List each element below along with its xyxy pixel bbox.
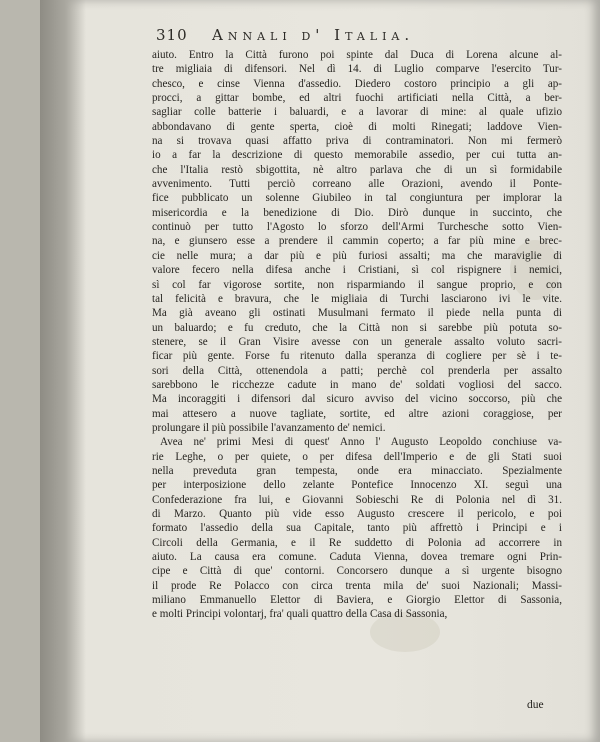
text-line: di Marzo. Quanto più vide esso Augusto crescere il pericolo, e poi (152, 508, 562, 520)
text-line: Confederazione fra lui, e Giovanni Sobieschi Re di Polonia nel dì 31. (152, 493, 562, 506)
text-line: misericordia e la benedizione di Dio. Dirò dunque in succinto, che (152, 206, 562, 219)
paragraph (152, 48, 562, 435)
body-text (152, 48, 562, 622)
running-title: Annali d' Italia. (212, 26, 415, 44)
text-line: aiuto. Entro la Città furono poi spinte dal Duca di Lorena alcune al- (152, 49, 562, 61)
text-line: continuò per tutto l'Agosto lo sforzo dell'Armi Turchesche sotto Vien- (152, 221, 562, 234)
page-number: 310 (156, 26, 188, 44)
text-line: ficar più gente. Forse fu ritenuto dalla speranza di cogliere per sè i te- (152, 350, 562, 363)
text-line: un baluardo; e fu creduto, che la Città non si sarebbe più potuta so- (152, 321, 562, 334)
text-line: tre migliaia di difensori. Nel dì 14. di Luglio comparve l'esercito Tur- (152, 63, 562, 76)
text-line: procci, a gittar bombe, ed altri fuochi artificiati nella Città, a ber- (152, 92, 562, 105)
text-line: che l'Italia restò sbigottita, nè altro parlava che di un sì formidabile (152, 163, 562, 176)
text-line: aiuto. La causa era comune. Caduta Vienna, dovea tremare ogni Prin- (152, 551, 562, 564)
text-line: avvenimento. Tutti perciò correano alle Orazioni, avendo il Ponte- (152, 178, 562, 191)
text-line: abbondavano di gente sperta, cioè di molti Rinegati; laddove Vien- (152, 120, 562, 133)
catchword: due (527, 699, 544, 711)
page-header (156, 26, 476, 48)
text-line: nella preveduta gran tempesta, onde era minacciato. Spezialmente (152, 464, 562, 477)
text-line: cie nelle mura; a dar più e più furiosi assalti; ma che maraviglie di (152, 249, 562, 262)
text-line: valore fecero nella difesa anche i Cristiani, sì col rispignere i nemici, (152, 264, 562, 277)
text-line: rie Leghe, o per quiete, o per difesa dell'Imperio e de gli Stati suoi (152, 450, 562, 463)
text-line: sarebbono le ricchezze cadute in mano de' soldati vogliosi del sacco. (152, 378, 562, 391)
text-line: chesco, e cinse Vienna d'assedio. Diedero costoro principio a gli ap- (152, 77, 562, 90)
text-line: sì col far vigorose sortite, non risparmiando il sangue proprio, e con (152, 278, 562, 291)
text-line: cipe e Città di que' contorni. Concorsero dunque a sì urgente bisogno (152, 565, 562, 578)
text-line: tal felicità e bravura, che le migliaia di Turchi lasciarono ivi le vite. (152, 292, 562, 305)
text-line: Avea ne' primi Mesi di quest' Anno l' Augusto Leopoldo conchiuse va- (160, 436, 562, 449)
text-line: sagliar colle batterie i baluardi, e a lavorar di mine: al quale ufizio (152, 106, 562, 119)
paragraph (152, 435, 562, 621)
text-line: na si trovava quasi affatto priva di contraminatori. Non mi fermerò (152, 135, 562, 148)
text-line: stenere, se il Gran Visire avesse con un generale assalto voluto sacri- (152, 335, 562, 348)
text-line: Ma già aveano gli ostinati Musulmani fermato il piede nella punta di (152, 307, 562, 320)
text-line: Ma incoraggiti i difensori dal sicuro avviso del vicino soccorso, più che (152, 393, 562, 406)
page-gutter-shadow (40, 0, 86, 742)
text-line: fice pubblicato un solenne Giubileo in tal congiuntura per implorar la (152, 192, 562, 205)
text-line: io a far la descrizione di questo memorabile assedio, per cui tutta an- (152, 149, 562, 162)
text-line: Circoli della Germania, e il Re suddetto di Polonia ad accorrere in (152, 536, 562, 549)
text-line: il prode Re Polacco con circa trenta mila de' suoi Nazionali; Massi- (152, 579, 562, 592)
text-line: formato l'assedio della sua Capitale, tanto più affrettò i Principi e i (152, 522, 562, 535)
text-line: mai attesero a nuove tagliate, sortite, ed altre azioni coraggiose, per (152, 407, 562, 420)
text-line: miliano Emmanuello Elettor di Baviera, e Giorgio Elettor di Sassonia, (152, 594, 562, 607)
text-line: per interposizione dello zelante Pontefice Innocenzo XI. seguì una (152, 479, 562, 492)
text-line: sori della Città, ottenendola a patti; perchè col prenderla per assalto (152, 364, 562, 377)
text-line: prolungare il più possibile l'avanzamento de' nemici. (152, 421, 386, 434)
text-line: e molti Principi volontarj, fra' quali quattro della Casa di Sassonia, (152, 608, 448, 621)
text-line: na, e giunsero esse a prendere il cammin coperto; a far più mine e brec- (152, 235, 562, 248)
